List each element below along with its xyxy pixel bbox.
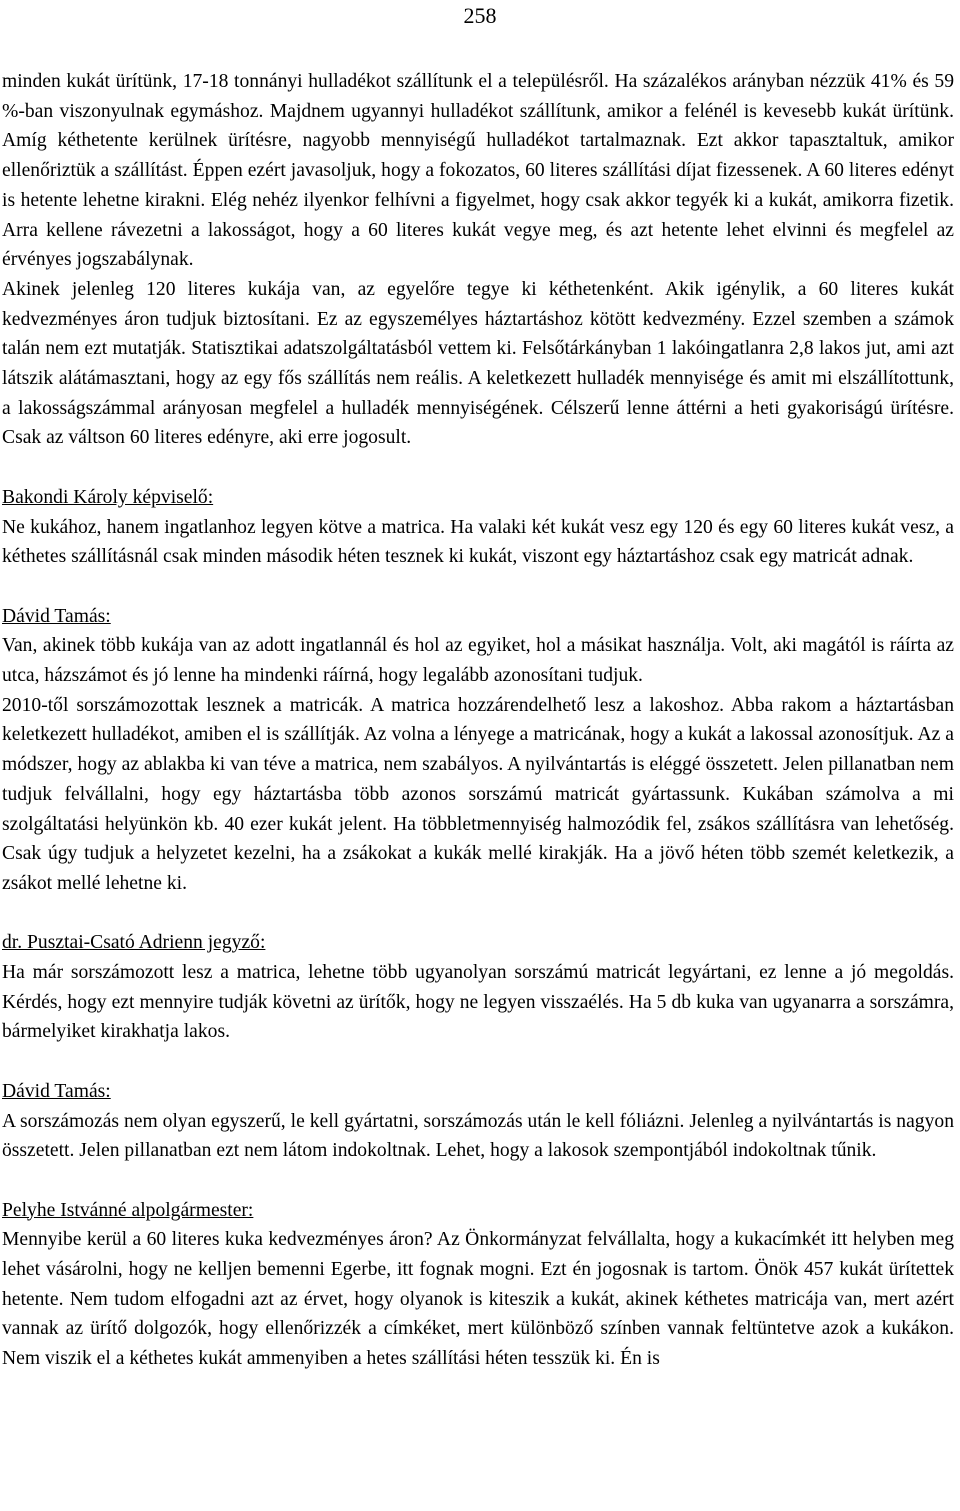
- paragraph-gap: [2, 1166, 954, 1196]
- speech-bakondi: Ne kukához, hanem ingatlanhoz legyen kötve a matrica. Ha valaki két kukát vesz egy 120 és egy 60 literes kukát vesz, a kéthetes szállításnál csak minden második héten tesznek ki kukát, viszont egy háztartáshoz csak egy matricát adnak.: [2, 516, 954, 568]
- speaker-pelyhe: Pelyhe Istvánné alpolgármester:: [2, 1199, 254, 1221]
- speech-david-1b: 2010-től sorszámozottak lesznek a matricák. A matrica hozzárendelhető lesz a lakoshoz. Abba rakom a háztartásban keletkezett hulladékot, amiben el is szállítják. Az volna a lényege a matricának, hogy a kukát a lakossal azonosítjuk. Az a módszer, hogy az ablakba ki van téve a matrica, nem szabályos. A nyilvántartás is eléggé összetett. Jelen pillanatban nem tudjuk felvállalni, hogy egy háztartásba több azonos sorszámú matricát gyártassunk. Kukában számolva a mi szolgáltatási helyünkön kb. 40 ezer kukát jelent. Ha többletmennyiség halmozódik fel, zsákos szállításra van lehetőség. Csak úgy tudjuk a helyzetet kezelni, ha a zsákokat a kukák mellé kirakják. Ha a jövő héten több szemét keletkezik, a zsákot mellé lehetne ki.: [2, 694, 954, 894]
- speaker-david-2: Dávid Tamás:: [2, 1080, 111, 1102]
- page-number: 258: [463, 3, 497, 28]
- paragraph-gap: [2, 899, 954, 929]
- intro-paragraph-1: minden kukát ürítünk, 17-18 tonnányi hulladékot szállítunk el a településről. Ha százalékos arányban nézzük 41% és 59 %-ban viszonyulnak egymáshoz. Majdnem ugyannyi hulladékot szállítunk, amikor a felénél is kevesebb kukát ürítünk. Amíg kéthetente kerülnek ürítésre, nagyobb mennyiségű hulladékot tartalmaznak. Ezt akkor tapasztaltuk, amikor ellenőriztük a szállítást. Éppen ezért javasoljuk, hogy a fokozatos, 60 literes szállítási díjat fizessenek. A 60 literes edényt is hetente lehetne kirakni. Elég nehéz ilyenkor felhívni a figyelmet, hogy csak akkor tegyék ki a kukát, amikorra fizetik. Arra kellene rávezetni a lakosságot, hogy a 60 literes kukát vegye meg, és azt hetente lehet elvinni és megfelel az érvényes jogszabálynak.: [2, 71, 954, 271]
- intro-paragraph-2: Akinek jelenleg 120 literes kukája van, az egyelőre tegye ki kéthetenként. Akik igénylik, a 60 literes kukát kedvezményes áron tudjuk biztosítani. Ez az egyszemélyes háztartáshoz kötött kedvezmény. Ezzel szemben a számok talán nem ezt mutatják. Statisztikai adatszolgáltatásból vettem ki. Felsőtárkányban 1 lakóingatlanra 2,8 lakos jut, ami azt látszik alátámasztani, hogy az egy fős szállítás nem reális. A keletkezett hulladék mennyisége és amit mi elszállítottunk, a lakosságszámmal arányosan megfelel a hulladék mennyiségének. Célszerű lenne áttérni a heti gyakoriságú ürítésre. Csak az váltson 60 literes edényre, aki erre jogosult.: [2, 278, 954, 449]
- speech-david-1a: Van, akinek több kukája van az adott ingatlannál és hol az egyiket, hol a másikat használja. Volt, aki magától is ráírta az utca, házszámot és jó lenne ha mindenki ráírná, hogy legalább azonosítani tudjuk.: [2, 635, 954, 687]
- speaker-bakondi: Bakondi Károly képviselő:: [2, 486, 214, 508]
- speaker-pusztai: dr. Pusztai-Csató Adrienn jegyző:: [2, 932, 266, 954]
- speaker-david-1: Dávid Tamás:: [2, 605, 111, 627]
- document-body: [2, 67, 954, 1374]
- paragraph-gap: [2, 572, 954, 602]
- speech-pusztai: Ha már sorszámozott lesz a matrica, lehetne több ugyanolyan sorszámú matricát legyártani, ez lenne a jó megoldás. Kérdés, hogy ezt mennyire tudják követni az ürítők, hogy ne legyen visszaélés. Ha 5 db kuka van ugyanarra a sorszámra, bármelyiket kirakhatja lakos.: [2, 962, 954, 1043]
- paragraph-gap: [2, 453, 954, 483]
- speech-david-2: A sorszámozás nem olyan egyszerű, le kell gyártatni, sorszámozás után le kell fóliázni. Jelenleg a nyilvántartás is nagyon összetett. Jelen pillanatban ezt nem látom indokoltnak. Lehet, hogy a lakosok szempontjából indokoltnak tűnik.: [2, 1110, 954, 1162]
- speech-pelyhe: Mennyibe kerül a 60 literes kuka kedvezményes áron? Az Önkormányzat felvállalta, hogy a kukacímkét itt helyben meg lehet vásárolni, hogy ne kelljen bemenni Egerbe, itt fognak mogni. Ezt én jogosnak is tartom. Önök 457 kukát ürítettek hetente. Nem tudom elfogadni azt az érvet, hogy olyanok is kiteszik a kukát, akinek kéthetes matricája van, mert azért vannak az ürítő dolgozók, hogy ellenőrizzék a címkéket, mert különböző színben vannak feltüntetve azok a kukákon. Nem viszik el a kéthetes kukát ammenyiben a hetes szállítási héten tesszük ki. Én is: [2, 1229, 954, 1370]
- paragraph-gap: [2, 1047, 954, 1077]
